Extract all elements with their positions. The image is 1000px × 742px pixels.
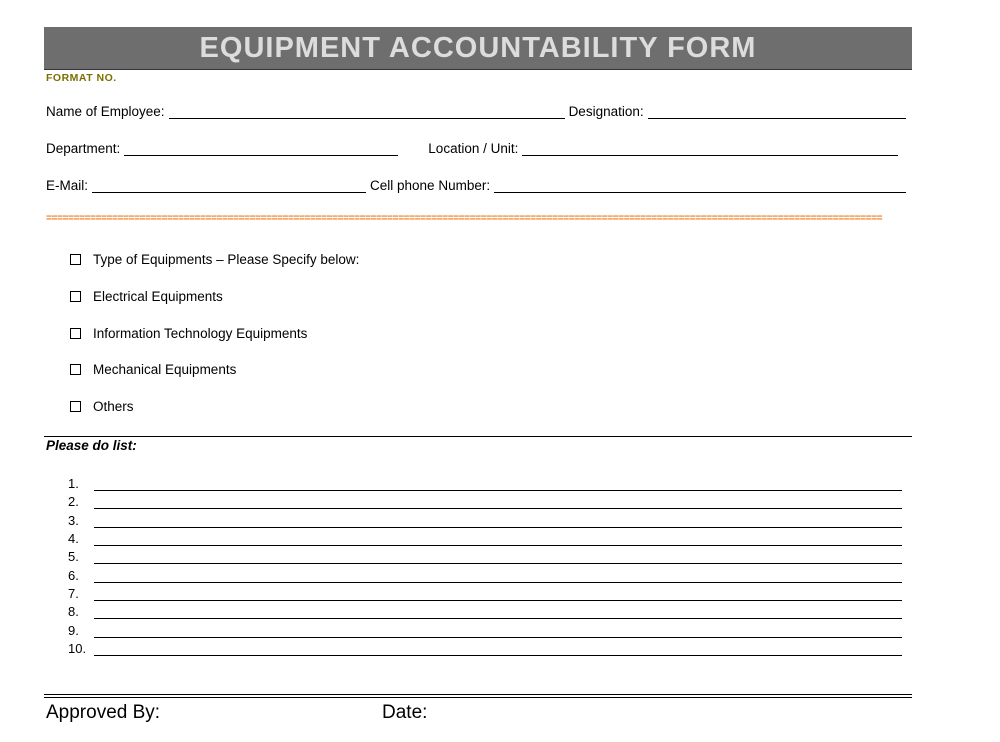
list-line[interactable] (94, 495, 902, 509)
checkbox-row-mechanical (70, 362, 236, 377)
checkbox-row-type (70, 252, 359, 267)
list-item (68, 549, 902, 564)
cell-phone-field[interactable] (494, 178, 906, 193)
department-label: Department: (46, 141, 121, 156)
separator-line: ======================================================================================================================================================== (46, 214, 883, 225)
list-line[interactable] (94, 624, 902, 638)
list-line[interactable] (94, 514, 902, 528)
list-item (68, 568, 902, 583)
checkbox-row-others (70, 399, 134, 414)
list-item (68, 476, 902, 491)
employee-row (46, 104, 910, 119)
designation-label: Designation: (568, 104, 644, 119)
list-line[interactable] (94, 605, 902, 619)
date-label: Date: (382, 702, 428, 723)
list-item (68, 494, 902, 509)
list-line[interactable] (94, 642, 902, 656)
checkbox-others[interactable] (70, 401, 81, 412)
list-number: 6. (68, 568, 79, 583)
list-item (68, 586, 902, 601)
list-item (68, 641, 902, 656)
list-number: 10. (68, 641, 87, 656)
checkbox-label-type: Type of Equipments – Please Specify below: (93, 252, 360, 267)
list-item (68, 623, 902, 638)
list-number: 2. (68, 494, 79, 509)
location-label: Location / Unit: (428, 141, 519, 156)
department-field[interactable] (124, 141, 398, 156)
list-number: 5. (68, 549, 79, 564)
employee-name-field[interactable] (169, 104, 565, 119)
list-line[interactable] (94, 532, 902, 546)
employee-name-label: Name of Employee: (46, 104, 165, 119)
list-item (68, 513, 902, 528)
list-number: 3. (68, 513, 79, 528)
email-field[interactable] (92, 178, 366, 193)
checkbox-row-it (70, 326, 307, 341)
form-title: EQUIPMENT ACCOUNTABILITY FORM (199, 31, 757, 64)
list-line[interactable] (94, 477, 902, 491)
list-number: 4. (68, 531, 79, 546)
checkbox-label-mechanical: Mechanical Equipments (93, 362, 237, 377)
checkbox-type[interactable] (70, 254, 81, 265)
list-item (68, 531, 902, 546)
list-item (68, 604, 902, 619)
cell-phone-label: Cell phone Number: (370, 178, 491, 193)
list-number: 8. (68, 604, 79, 619)
list-number: 7. (68, 586, 79, 601)
checkbox-label-electrical: Electrical Equipments (93, 289, 223, 304)
department-row (46, 141, 902, 156)
location-field[interactable] (522, 141, 898, 156)
email-label: E-Mail: (46, 178, 89, 193)
contact-row (46, 178, 910, 193)
list-line[interactable] (94, 550, 902, 564)
format-number-label: FORMAT NO. (46, 72, 117, 84)
checkbox-label-it: Information Technology Equipments (93, 326, 308, 341)
form-title-bar (44, 27, 912, 70)
list-heading: Please do list: (46, 438, 137, 453)
list-line[interactable] (94, 587, 902, 601)
checkbox-electrical[interactable] (70, 291, 81, 302)
checkbox-it[interactable] (70, 328, 81, 339)
approved-by-label: Approved By: (46, 702, 161, 723)
checkbox-row-electrical (70, 289, 223, 304)
list-number: 9. (68, 623, 79, 638)
checkbox-mechanical[interactable] (70, 364, 81, 375)
list-line[interactable] (94, 569, 902, 583)
section-divider (44, 436, 912, 437)
designation-field[interactable] (648, 104, 906, 119)
checkbox-label-others: Others (93, 399, 134, 414)
footer-divider (44, 694, 912, 698)
list-number: 1. (68, 476, 79, 491)
